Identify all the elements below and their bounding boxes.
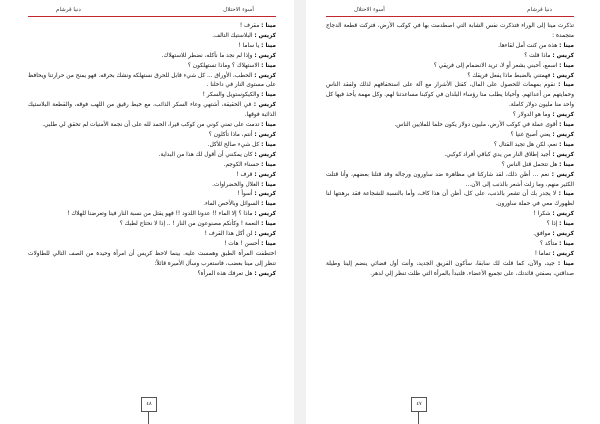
speaker-name: كريس : bbox=[552, 250, 574, 257]
right-page-text bbox=[326, 22, 574, 280]
dialogue-line bbox=[28, 52, 276, 62]
speaker-name: مينا : bbox=[558, 82, 575, 89]
dialogue-text: تدمت على تمني كوني من كوكب قيرا، الحمد لله على أن نجمة الأمنيات لم تحقق لي طلبي. bbox=[42, 122, 262, 129]
dialogue-text: في الحقيقة، أشتهي وعاء السكر الذائب، مع خيط رقيق من اللهب فوقه، والقطعة البلاستيك الذائبة فوقها. bbox=[28, 102, 276, 119]
dialogue-line bbox=[28, 32, 276, 42]
left-header-author: دنيا قرشام bbox=[56, 7, 81, 13]
dialogue-text: كان يمكنني أن أقول لك هذا من البداية. bbox=[158, 151, 255, 158]
speaker-name: كريس : bbox=[254, 171, 276, 178]
speaker-name: مينا : bbox=[261, 240, 276, 247]
speaker-name: مينا : bbox=[557, 260, 574, 267]
speaker-name: كريس : bbox=[552, 211, 574, 218]
dialogue-line bbox=[326, 240, 574, 250]
dialogue-text: أسوأ ! bbox=[237, 191, 255, 198]
speaker-name: كريس : bbox=[254, 270, 276, 277]
dialogue-text: النعمة ! وكأنكم مصنوعون من النار ! .. إذا لا نحتاج لطبك ؟ bbox=[119, 221, 262, 228]
dialogue-text: هل تتحمل قتل الناس ؟ bbox=[501, 161, 560, 168]
dialogue-text: إذا ؟ bbox=[546, 221, 560, 228]
dialogue-line bbox=[326, 171, 574, 191]
dialogue-line bbox=[28, 42, 276, 52]
dialogue-line bbox=[28, 161, 276, 171]
dialogue-line bbox=[28, 190, 276, 200]
dialogue-line bbox=[326, 161, 574, 171]
dialogue-text: البلاستيك التالف. bbox=[212, 32, 255, 39]
speaker-name: كريس : bbox=[254, 191, 276, 198]
dialogue-line bbox=[28, 171, 276, 181]
speaker-name: كريس : bbox=[552, 52, 574, 59]
book-gutter bbox=[294, 0, 306, 424]
right-page-number-line bbox=[418, 411, 419, 424]
dialogue-text: يا ساما ! bbox=[238, 42, 262, 49]
dialogue-text: نعم، لكن هل تجيد القتال ؟ bbox=[493, 141, 560, 148]
speaker-name: كريس : bbox=[552, 151, 574, 158]
left-header-title: أسوء الاحتلال bbox=[223, 7, 254, 13]
dialogue-text: الاستهلاك ؟ وماذا تستهلكون ؟ bbox=[187, 62, 262, 69]
dialogue-text: موافق. bbox=[533, 231, 553, 238]
dialogue-text: شكرا ! bbox=[533, 211, 553, 218]
speaker-name: كريس : bbox=[552, 231, 574, 238]
dialogue-line bbox=[28, 220, 276, 230]
dialogue-text: قرف ! bbox=[236, 171, 255, 178]
dialogue-text: هل تعرفك هذه المرأة؟ bbox=[197, 270, 255, 277]
dialogue-text: وما هو الدولار ؟ bbox=[512, 112, 553, 119]
speaker-name: كريس : bbox=[552, 72, 574, 79]
dialogue-line bbox=[28, 121, 276, 131]
speaker-name: كريس : bbox=[552, 131, 574, 138]
dialogue-text: يعني أصبح غنيا ؟ bbox=[510, 131, 553, 138]
dialogue-text: حسناء الكوجم. bbox=[223, 161, 262, 168]
speaker-name: كريس : bbox=[254, 151, 276, 158]
speaker-name: كريس : bbox=[253, 102, 276, 109]
speaker-name: مينا : bbox=[261, 62, 276, 69]
dialogue-line bbox=[326, 81, 574, 111]
dialogue-text: الحطب، الأوراق ... كل شيء قابل للحرق نستهلكه ونشك بحرقه. فهو يمنح من حرارتنا ويحافظ على مستوى النار في داخلنا . bbox=[28, 72, 276, 89]
speaker-name: مينا : bbox=[261, 141, 276, 148]
dialogue-line bbox=[28, 141, 276, 151]
dialogue-line bbox=[326, 190, 574, 210]
dialogue-text: أحسن ! هات ! bbox=[224, 240, 262, 247]
speaker-name: كريس : bbox=[254, 211, 276, 218]
speaker-name: مينا : bbox=[261, 201, 276, 208]
dialogue-text: نقوم بمهمات للحصول على المال، كقتل الأشرار مع آلة على استخفافهم لذلك ولفقد الناس وحمايتهم من أعدائهم. وأحيانا يطلب منا رؤساء البلدان في كوكبنا مساعدتنا لهم. وكل مهمة يأخذ فيها كل واحد منا مليون دولار كاملة. bbox=[326, 82, 574, 109]
dialogue-text: تماما ! bbox=[534, 250, 553, 257]
speaker-name: مينا : bbox=[559, 240, 574, 247]
dialogue-text: لا يجدر بك أن تشعر بالذنب، على كل، أظن أن هذا كاف، وأما بالنسبة للشجاعة فقد برهنتها لنا لظهورك معي في حملة ساورون. bbox=[326, 191, 574, 208]
dialogue-text: والكيكوستويل والسكر ! bbox=[202, 92, 262, 99]
dialogue-line bbox=[326, 210, 574, 220]
dialogue-text: جيد، والآن، كما قلت لك سابقا، سأكون الفريق الجديد، وأنت أول فضائي ينضم إلينا وطيلة صداقتي، بصفتي قائدتك، على تجميع الأعضاء. فلتبدأ بالمرأة التي ظلت تنظر إلي لدهر. bbox=[326, 260, 574, 277]
dialogue-text: أقوى عملة في كوكب الأرض، مليون دولار يكون حلما للملايين الناس. bbox=[394, 122, 560, 129]
dialogue-text: تذكرت مينا إلى الوراء فتذكرت نفس الشابة التي اصطدمت بها في كوكب الأرض، فتركت قطعة الدجاج متجمدة : bbox=[326, 23, 574, 39]
dialogue-line bbox=[28, 72, 276, 92]
dialogue-line bbox=[28, 181, 276, 191]
right-header-title: أسوء الاحتلال bbox=[354, 7, 385, 13]
right-header-author: دنيا قرشام bbox=[527, 7, 552, 13]
dialogue-text: السوائل وبالأخص الماء. bbox=[203, 201, 262, 208]
left-page-number: ٤٨ bbox=[141, 397, 157, 412]
speaker-name: مينا : bbox=[261, 161, 276, 168]
speaker-name: كريس : bbox=[254, 131, 276, 138]
dialogue-line bbox=[326, 250, 574, 260]
dialogue-line bbox=[326, 151, 574, 161]
speaker-name: مينا : bbox=[559, 62, 574, 69]
dialogue-line bbox=[28, 131, 276, 141]
speaker-name: مينا : bbox=[261, 181, 276, 188]
speaker-name: كريس : bbox=[551, 171, 575, 178]
dialogue-text: اختطفت المرأة الطبق وهمست عليه. بينما لاحظ كريس أن امرأة وحيدة من الصف التالي للطاولات تنظر إلى مينا بغضب، فاستغرب وسأل الأميرة قائلاً: bbox=[28, 250, 276, 267]
left-page-header bbox=[28, 4, 276, 17]
dialogue-line bbox=[28, 151, 276, 161]
dialogue-line bbox=[326, 72, 574, 82]
speaker-name: مينا : bbox=[559, 122, 574, 129]
dialogue-line bbox=[326, 220, 574, 230]
left-page bbox=[0, 0, 294, 424]
dialogue-text: وإذا لم نجد ما نأكله، نضطر للاستهلاك. bbox=[161, 52, 255, 59]
speaker-name: مينا : bbox=[261, 42, 276, 49]
speaker-name: كريس : bbox=[552, 112, 574, 119]
dialogue-text: الغلال والخضراوات. bbox=[212, 181, 262, 188]
dialogue-line bbox=[326, 121, 574, 131]
dialogue-line bbox=[326, 42, 574, 52]
dialogue-line bbox=[28, 62, 276, 72]
speaker-name: مينا : bbox=[559, 221, 574, 228]
dialogue-text: لن أكل هذا القرف ! bbox=[204, 231, 255, 238]
right-page bbox=[306, 0, 600, 424]
speaker-name: كريس : bbox=[254, 52, 276, 59]
dialogue-line bbox=[28, 200, 276, 210]
dialogue-line bbox=[28, 101, 276, 121]
dialogue-text: أنتم، ماذا تأكلون ؟ bbox=[208, 131, 255, 138]
speaker-name: مينا : bbox=[261, 23, 276, 29]
dialogue-text: متأكد ؟ bbox=[539, 240, 560, 247]
speaker-name: مينا : bbox=[559, 161, 574, 168]
speaker-name: مينا : bbox=[261, 221, 276, 228]
dialogue-line bbox=[326, 111, 574, 121]
left-page-text bbox=[28, 22, 276, 280]
dialogue-line bbox=[326, 260, 574, 280]
speaker-name: مينا : bbox=[261, 122, 276, 129]
dialogue-text: كل شيء صالح للأكل. bbox=[207, 141, 262, 148]
dialogue-line bbox=[28, 230, 276, 240]
dialogue-text: ماذا قلت ؟ bbox=[524, 52, 553, 59]
dialogue-line bbox=[28, 240, 276, 250]
dialogue-text: هذه من كنت أمل لقاءها. bbox=[498, 42, 560, 49]
dialogue-line bbox=[326, 62, 574, 72]
dialogue-line bbox=[326, 52, 574, 62]
dialogue-line bbox=[28, 270, 276, 280]
dialogue-text: أجيد إطلاق النار من يدي كباقي أفراد كوكبي. bbox=[444, 151, 553, 158]
dialogue-line bbox=[28, 22, 276, 32]
speaker-name: كريس : bbox=[254, 231, 276, 238]
dialogue-line bbox=[28, 210, 276, 220]
speaker-name: مينا : bbox=[261, 92, 276, 99]
dialogue-line bbox=[326, 141, 574, 151]
dialogue-text: مقرف ! bbox=[239, 23, 262, 29]
right-page-header bbox=[326, 4, 574, 17]
dialogue-text: فهمتني بالضبط ماذا يفعل فريقك ؟ bbox=[467, 72, 553, 79]
speaker-name: كريس : bbox=[254, 72, 276, 79]
speaker-name: مينا : bbox=[559, 42, 574, 49]
left-page-number-line bbox=[148, 411, 149, 424]
dialogue-text: ماذا ؟ إلا الماء !! عدونا اللدود !! فهو يقتل من نسبة النار فينا وتعرضنا للهلاك ! bbox=[67, 211, 255, 218]
dialogue-text: اسمع، أحبني بشعر أو لا، تريد الانضمام إلى فريقي ؟ bbox=[433, 62, 560, 69]
dialogue-line bbox=[326, 230, 574, 240]
dialogue-line bbox=[326, 22, 574, 42]
right-page-number: ٤٧ bbox=[411, 397, 427, 412]
dialogue-line bbox=[28, 250, 276, 270]
dialogue-line bbox=[326, 131, 574, 141]
speaker-name: مينا : bbox=[559, 141, 574, 148]
dialogue-text: نعم ... أظن ذلك، لقد شاركنا في مظاهرة ضد ساورون ورجاله وقد قتلنا بعضهم، وأنا قتلت الكثير منهم، وما زلت أشعر بالذنب إلى الآن... bbox=[326, 171, 574, 188]
dialogue-line bbox=[28, 91, 276, 101]
speaker-name: مينا : bbox=[558, 191, 574, 198]
speaker-name: كريس : bbox=[254, 32, 276, 39]
